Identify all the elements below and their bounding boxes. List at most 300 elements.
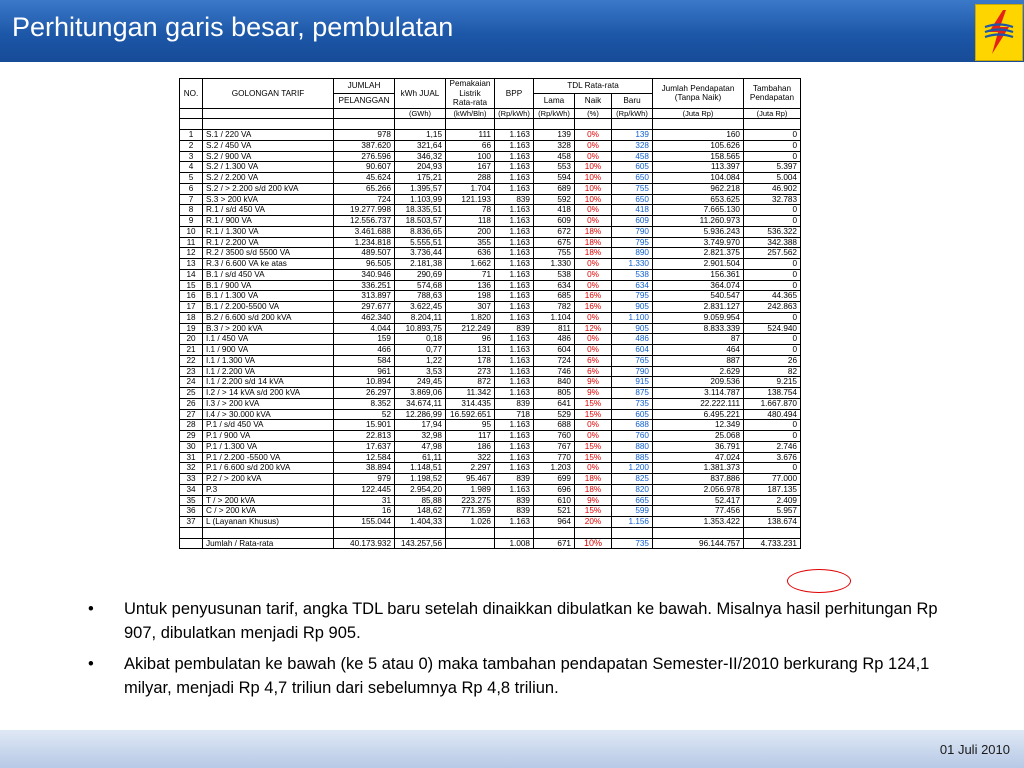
table-cell: 418 bbox=[534, 205, 575, 216]
table-row bbox=[180, 259, 801, 270]
table-cell: 5.397 bbox=[744, 162, 801, 173]
table-cell: 795 bbox=[612, 237, 653, 248]
table-cell: 12.286,99 bbox=[395, 409, 446, 420]
table-row bbox=[180, 280, 801, 291]
table-cell: 839 bbox=[495, 323, 534, 334]
table-cell: 1.163 bbox=[495, 226, 534, 237]
row-golongan: I.3 / > 200 kVA bbox=[203, 398, 334, 409]
row-number: 18 bbox=[180, 312, 203, 323]
table-cell: 875 bbox=[612, 388, 653, 399]
table-cell: 1.820 bbox=[446, 312, 495, 323]
table-cell: 489.507 bbox=[334, 248, 395, 259]
col-jumlah-bottom: PELANGGAN bbox=[334, 93, 395, 108]
table-cell: 1.163 bbox=[495, 345, 534, 356]
highlight-circle bbox=[787, 569, 851, 593]
table-cell: 156.361 bbox=[653, 269, 744, 280]
row-golongan: S.3 > 200 kVA bbox=[203, 194, 334, 205]
table-cell: 0 bbox=[744, 280, 801, 291]
row-golongan: B.1 / s/d 450 VA bbox=[203, 269, 334, 280]
table-cell: 3.461.688 bbox=[334, 226, 395, 237]
table-cell: 872 bbox=[446, 377, 495, 388]
table-cell: 0 bbox=[744, 345, 801, 356]
row-number: 5 bbox=[180, 173, 203, 184]
row-number: 35 bbox=[180, 495, 203, 506]
table-cell: 2.056.978 bbox=[653, 484, 744, 495]
table-cell: 52 bbox=[334, 409, 395, 420]
table-cell: 46.902 bbox=[744, 183, 801, 194]
table-cell: 2.821.375 bbox=[653, 248, 744, 259]
table-row bbox=[180, 140, 801, 151]
row-golongan: P.1 / 6.600 s/d 200 kVA bbox=[203, 463, 334, 474]
table-cell: 604 bbox=[612, 345, 653, 356]
slide-footer bbox=[0, 730, 1024, 768]
row-number: 15 bbox=[180, 280, 203, 291]
table-row bbox=[180, 506, 801, 517]
table-cell: 1.103,99 bbox=[395, 194, 446, 205]
table-cell: 820 bbox=[612, 484, 653, 495]
col-jumlah-top: JUMLAH bbox=[334, 79, 395, 94]
col-pendapatan-2: (Tanpa Naik) bbox=[674, 93, 722, 103]
table-cell: 584 bbox=[334, 355, 395, 366]
table-cell: 1.662 bbox=[446, 259, 495, 270]
table-cell: 1.163 bbox=[495, 302, 534, 313]
row-number: 27 bbox=[180, 409, 203, 420]
table-cell: 2.181,38 bbox=[395, 259, 446, 270]
table-cell: 187.135 bbox=[744, 484, 801, 495]
table-row bbox=[180, 205, 801, 216]
col-naik: Naik bbox=[575, 93, 612, 108]
table-cell: 66 bbox=[446, 140, 495, 151]
table-cell: 100 bbox=[446, 151, 495, 162]
row-number: 36 bbox=[180, 506, 203, 517]
table-cell: 18% bbox=[575, 474, 612, 485]
table-cell: 771.359 bbox=[446, 506, 495, 517]
table-cell: 1.198,52 bbox=[395, 474, 446, 485]
row-golongan: S.2 / 2.200 VA bbox=[203, 173, 334, 184]
table-cell: 2.954,20 bbox=[395, 484, 446, 495]
table-cell: 3.869,06 bbox=[395, 388, 446, 399]
table-cell: 31 bbox=[334, 495, 395, 506]
table-cell: 1.163 bbox=[495, 280, 534, 291]
table-cell: 1.163 bbox=[495, 130, 534, 141]
table-cell: 10.894 bbox=[334, 377, 395, 388]
table-cell: 0% bbox=[575, 151, 612, 162]
table-cell: 599 bbox=[612, 506, 653, 517]
tarif-table bbox=[179, 78, 801, 549]
table-cell: 0 bbox=[744, 259, 801, 270]
table-cell: 9% bbox=[575, 495, 612, 506]
table-cell: 905 bbox=[612, 302, 653, 313]
row-golongan: R.1 / 900 VA bbox=[203, 216, 334, 227]
col-tambahan bbox=[744, 79, 801, 109]
table-cell: 885 bbox=[612, 452, 653, 463]
table-cell: 78 bbox=[446, 205, 495, 216]
table-cell: 1.203 bbox=[534, 463, 575, 474]
row-number: 12 bbox=[180, 248, 203, 259]
table-cell: 5.936.243 bbox=[653, 226, 744, 237]
table-cell: 15% bbox=[575, 409, 612, 420]
table-row bbox=[180, 173, 801, 184]
table-cell: 605 bbox=[612, 409, 653, 420]
row-golongan: R.3 / 6.600 VA ke atas bbox=[203, 259, 334, 270]
table-cell: 1.163 bbox=[495, 377, 534, 388]
table-cell: 1.163 bbox=[495, 151, 534, 162]
row-number: 6 bbox=[180, 183, 203, 194]
table-cell: 650 bbox=[612, 173, 653, 184]
table-cell: 0% bbox=[575, 216, 612, 227]
table-cell: 9.059.954 bbox=[653, 312, 744, 323]
table-cell: 139 bbox=[534, 130, 575, 141]
table-cell: 1.163 bbox=[495, 388, 534, 399]
table-cell: 242.863 bbox=[744, 302, 801, 313]
table-cell: 96 bbox=[446, 334, 495, 345]
table-cell: 718 bbox=[495, 409, 534, 420]
total-label: Jumlah / Rata-rata bbox=[203, 538, 334, 549]
table-cell: 257.562 bbox=[744, 248, 801, 259]
table-cell: 15% bbox=[575, 441, 612, 452]
table-cell: 209.536 bbox=[653, 377, 744, 388]
table-cell: 880 bbox=[612, 441, 653, 452]
table-cell: 964 bbox=[534, 517, 575, 528]
row-golongan: R.2 / 3500 s/d 5500 VA bbox=[203, 248, 334, 259]
table-cell: 675 bbox=[534, 237, 575, 248]
row-number: 10 bbox=[180, 226, 203, 237]
table-cell: 1.330 bbox=[534, 259, 575, 270]
row-golongan: S.2 / 900 VA bbox=[203, 151, 334, 162]
table-cell: 12.584 bbox=[334, 452, 395, 463]
table-cell: 0% bbox=[575, 130, 612, 141]
table-cell: 1.404,33 bbox=[395, 517, 446, 528]
table-cell: 16% bbox=[575, 291, 612, 302]
table-cell: 328 bbox=[534, 140, 575, 151]
total-cell: 10% bbox=[575, 538, 612, 549]
col-bpp: BPP bbox=[495, 79, 534, 109]
table-row bbox=[180, 302, 801, 313]
total-cell bbox=[180, 538, 203, 549]
row-golongan: C / > 200 kVA bbox=[203, 506, 334, 517]
table-cell: 44.365 bbox=[744, 291, 801, 302]
table-cell: 3.114.787 bbox=[653, 388, 744, 399]
table-cell: 466 bbox=[334, 345, 395, 356]
table-row bbox=[180, 452, 801, 463]
table-cell: 1.330 bbox=[612, 259, 653, 270]
table-cell: 1.163 bbox=[495, 248, 534, 259]
table-cell: 634 bbox=[534, 280, 575, 291]
table-cell: 839 bbox=[495, 506, 534, 517]
table-cell: 314.435 bbox=[446, 398, 495, 409]
table-cell: 574,68 bbox=[395, 280, 446, 291]
row-number: 8 bbox=[180, 205, 203, 216]
table-cell: 1.026 bbox=[446, 517, 495, 528]
table-cell: 609 bbox=[612, 216, 653, 227]
table-cell: 11.342 bbox=[446, 388, 495, 399]
table-row bbox=[180, 248, 801, 259]
table-cell: 17,94 bbox=[395, 420, 446, 431]
table-cell: 0% bbox=[575, 420, 612, 431]
table-cell: 805 bbox=[534, 388, 575, 399]
unit-cell: (Juta Rp) bbox=[744, 108, 801, 119]
row-golongan: B.1 / 1.300 VA bbox=[203, 291, 334, 302]
table-cell: 0 bbox=[744, 463, 801, 474]
units-row bbox=[180, 108, 801, 119]
pln-logo bbox=[975, 4, 1023, 61]
table-cell: 0% bbox=[575, 205, 612, 216]
table-cell: 297.677 bbox=[334, 302, 395, 313]
table-cell: 26.297 bbox=[334, 388, 395, 399]
table-cell: 15% bbox=[575, 452, 612, 463]
table-cell: 22.813 bbox=[334, 431, 395, 442]
table-cell: 95.467 bbox=[446, 474, 495, 485]
table-cell: 249,45 bbox=[395, 377, 446, 388]
table-cell: 1.163 bbox=[495, 162, 534, 173]
table-cell: 650 bbox=[612, 194, 653, 205]
table-cell: 18.335,51 bbox=[395, 205, 446, 216]
table-cell: 458 bbox=[612, 151, 653, 162]
row-golongan: S.2 / 450 VA bbox=[203, 140, 334, 151]
bullet-item bbox=[88, 597, 968, 645]
table-cell: 38.894 bbox=[334, 463, 395, 474]
table-cell: 458 bbox=[534, 151, 575, 162]
table-cell: 9% bbox=[575, 388, 612, 399]
table-cell: 11.260.973 bbox=[653, 216, 744, 227]
table-cell: 198 bbox=[446, 291, 495, 302]
table-cell: 364.074 bbox=[653, 280, 744, 291]
table-cell: 5.004 bbox=[744, 173, 801, 184]
unit-cell: (Rp/kWh) bbox=[612, 108, 653, 119]
row-number: 13 bbox=[180, 259, 203, 270]
table-cell: 1.163 bbox=[495, 173, 534, 184]
table-cell: 536.322 bbox=[744, 226, 801, 237]
table-row bbox=[180, 334, 801, 345]
table-cell: 47,98 bbox=[395, 441, 446, 452]
table-cell: 6% bbox=[575, 366, 612, 377]
table-cell: 1.163 bbox=[495, 420, 534, 431]
table-cell: 7.665.130 bbox=[653, 205, 744, 216]
table-cell: 0% bbox=[575, 140, 612, 151]
row-number: 16 bbox=[180, 291, 203, 302]
table-row bbox=[180, 151, 801, 162]
table-cell: 0 bbox=[744, 334, 801, 345]
table-cell: 0,77 bbox=[395, 345, 446, 356]
row-number: 21 bbox=[180, 345, 203, 356]
table-cell: 273 bbox=[446, 366, 495, 377]
table-cell: 609 bbox=[534, 216, 575, 227]
row-golongan: P.1 / 900 VA bbox=[203, 431, 334, 442]
table-cell: 10% bbox=[575, 194, 612, 205]
table-cell: 788,63 bbox=[395, 291, 446, 302]
table-row bbox=[180, 517, 801, 528]
table-cell: 0 bbox=[744, 205, 801, 216]
row-number: 3 bbox=[180, 151, 203, 162]
bullet-text: Untuk penyusunan tarif, angka TDL baru setelah dinaikkan dibulatkan ke bawah. Misalnya hasil perhitungan Rp 907, dibulatkan menjadi Rp 905. bbox=[124, 600, 938, 642]
col-tambahan-1: Tambahan bbox=[752, 83, 792, 93]
row-golongan: R.1 / s/d 450 VA bbox=[203, 205, 334, 216]
row-number: 28 bbox=[180, 420, 203, 431]
table-row bbox=[180, 162, 801, 173]
row-number: 22 bbox=[180, 355, 203, 366]
table-row bbox=[180, 463, 801, 474]
table-cell: 5.957 bbox=[744, 506, 801, 517]
table-cell: 111 bbox=[446, 130, 495, 141]
table-cell: 328 bbox=[612, 140, 653, 151]
table-cell: 131 bbox=[446, 345, 495, 356]
table-cell: 1.163 bbox=[495, 216, 534, 227]
table-cell: 1.156 bbox=[612, 517, 653, 528]
table-row bbox=[180, 431, 801, 442]
table-cell: 962.218 bbox=[653, 183, 744, 194]
table-cell: 767 bbox=[534, 441, 575, 452]
table-cell: 355 bbox=[446, 237, 495, 248]
table-cell: 961 bbox=[334, 366, 395, 377]
table-cell: 15.901 bbox=[334, 420, 395, 431]
table-cell: 5.555,51 bbox=[395, 237, 446, 248]
table-cell: 121.193 bbox=[446, 194, 495, 205]
col-baru: Baru bbox=[612, 93, 653, 108]
table-cell: 19.277.998 bbox=[334, 205, 395, 216]
table-cell: 1,15 bbox=[395, 130, 446, 141]
table-cell: 0% bbox=[575, 431, 612, 442]
table-cell: 2.297 bbox=[446, 463, 495, 474]
table-cell: 1.163 bbox=[495, 441, 534, 452]
table-cell: 12% bbox=[575, 323, 612, 334]
row-golongan: P.1 / s/d 450 VA bbox=[203, 420, 334, 431]
table-cell: 158.565 bbox=[653, 151, 744, 162]
col-pemakaian bbox=[446, 79, 495, 109]
table-cell: 594 bbox=[534, 173, 575, 184]
table-cell: 87 bbox=[653, 334, 744, 345]
row-number: 26 bbox=[180, 398, 203, 409]
table-cell: 36.791 bbox=[653, 441, 744, 452]
table-cell: 1.353.422 bbox=[653, 517, 744, 528]
table-cell: 113.397 bbox=[653, 162, 744, 173]
table-cell: 1.704 bbox=[446, 183, 495, 194]
row-golongan: I.2 / > 14 kVA s/d 200 kVA bbox=[203, 388, 334, 399]
table-cell: 65.266 bbox=[334, 183, 395, 194]
row-number: 1 bbox=[180, 130, 203, 141]
table-cell: 10% bbox=[575, 173, 612, 184]
table-cell: 340.946 bbox=[334, 269, 395, 280]
bullet-text: Akibat pembulatan ke bawah (ke 5 atau 0) maka tambahan pendapatan Semester-II/2010 berkurang Rp 124,1 milyar, menjadi Rp 4,7 triliun dari sebelumnya Rp 4,8 triliun. bbox=[124, 655, 930, 697]
row-number: 20 bbox=[180, 334, 203, 345]
row-number: 37 bbox=[180, 517, 203, 528]
table-cell: 16 bbox=[334, 506, 395, 517]
table-cell: 1.163 bbox=[495, 183, 534, 194]
table-cell: 104.084 bbox=[653, 173, 744, 184]
table-cell: 605 bbox=[612, 162, 653, 173]
table-cell: 636 bbox=[446, 248, 495, 259]
row-golongan: P.1 / 1.300 VA bbox=[203, 441, 334, 452]
table-cell: 696 bbox=[534, 484, 575, 495]
table-cell: 186 bbox=[446, 441, 495, 452]
row-number: 2 bbox=[180, 140, 203, 151]
table-cell: 3.749.970 bbox=[653, 237, 744, 248]
table-row bbox=[180, 484, 801, 495]
table-cell: 0% bbox=[575, 259, 612, 270]
table-cell: 18% bbox=[575, 484, 612, 495]
table-cell: 0% bbox=[575, 280, 612, 291]
row-golongan: B.2 / 6.600 s/d 200 kVA bbox=[203, 312, 334, 323]
table-row bbox=[180, 441, 801, 452]
table-cell: 724 bbox=[534, 355, 575, 366]
total-row bbox=[180, 538, 801, 549]
table-cell: 1.395,57 bbox=[395, 183, 446, 194]
table-cell: 462.340 bbox=[334, 312, 395, 323]
table-cell: 138.674 bbox=[744, 517, 801, 528]
unit-cell bbox=[203, 108, 334, 119]
table-cell: 342.388 bbox=[744, 237, 801, 248]
table-cell: 755 bbox=[612, 183, 653, 194]
row-golongan: P.1 / 2.200 -5500 VA bbox=[203, 452, 334, 463]
table-cell: 22.222.111 bbox=[653, 398, 744, 409]
table-cell: 3,53 bbox=[395, 366, 446, 377]
table-cell: 167 bbox=[446, 162, 495, 173]
table-cell: 979 bbox=[334, 474, 395, 485]
table-cell: 0% bbox=[575, 463, 612, 474]
table-cell: 307 bbox=[446, 302, 495, 313]
table-cell: 524.940 bbox=[744, 323, 801, 334]
table-row bbox=[180, 366, 801, 377]
table-cell: 15% bbox=[575, 506, 612, 517]
table-cell: 1.989 bbox=[446, 484, 495, 495]
row-number: 17 bbox=[180, 302, 203, 313]
table-cell: 118 bbox=[446, 216, 495, 227]
table-row bbox=[180, 183, 801, 194]
unit-cell: (Juta Rp) bbox=[653, 108, 744, 119]
row-golongan: I.1 / 450 VA bbox=[203, 334, 334, 345]
table-cell: 1.163 bbox=[495, 312, 534, 323]
total-cell bbox=[446, 538, 495, 549]
table-cell: 538 bbox=[612, 269, 653, 280]
table-cell: 755 bbox=[534, 248, 575, 259]
table-cell: 760 bbox=[612, 431, 653, 442]
table-cell: 204,93 bbox=[395, 162, 446, 173]
table-cell: 2.629 bbox=[653, 366, 744, 377]
unit-cell: (%) bbox=[575, 108, 612, 119]
table-cell: 336.251 bbox=[334, 280, 395, 291]
row-number: 31 bbox=[180, 452, 203, 463]
table-cell: 0% bbox=[575, 312, 612, 323]
row-golongan: B.1 / 900 VA bbox=[203, 280, 334, 291]
table-cell: 20% bbox=[575, 517, 612, 528]
table-cell: 0 bbox=[744, 140, 801, 151]
col-pendapatan-1: Jumlah Pendapatan bbox=[661, 83, 735, 93]
table-cell: 155.044 bbox=[334, 517, 395, 528]
table-cell: 1.234.818 bbox=[334, 237, 395, 248]
table-cell: 1.667.870 bbox=[744, 398, 801, 409]
table-cell: 1,22 bbox=[395, 355, 446, 366]
total-cell: 735 bbox=[612, 538, 653, 549]
table-cell: 634 bbox=[612, 280, 653, 291]
table-cell: 9% bbox=[575, 377, 612, 388]
table-cell: 811 bbox=[534, 323, 575, 334]
table-cell: 1.163 bbox=[495, 463, 534, 474]
table-cell: 839 bbox=[495, 474, 534, 485]
total-cell: 671 bbox=[534, 538, 575, 549]
table-cell: 978 bbox=[334, 130, 395, 141]
table-row bbox=[180, 355, 801, 366]
row-golongan: R.1 / 1.300 VA bbox=[203, 226, 334, 237]
table-row bbox=[180, 409, 801, 420]
table-cell: 322 bbox=[446, 452, 495, 463]
table-cell: 16.592.651 bbox=[446, 409, 495, 420]
table-cell: 17.637 bbox=[334, 441, 395, 452]
table-cell: 85,88 bbox=[395, 495, 446, 506]
table-cell: 790 bbox=[612, 366, 653, 377]
table-cell: 387.620 bbox=[334, 140, 395, 151]
table-cell: 770 bbox=[534, 452, 575, 463]
row-number: 25 bbox=[180, 388, 203, 399]
table-cell: 1.163 bbox=[495, 452, 534, 463]
